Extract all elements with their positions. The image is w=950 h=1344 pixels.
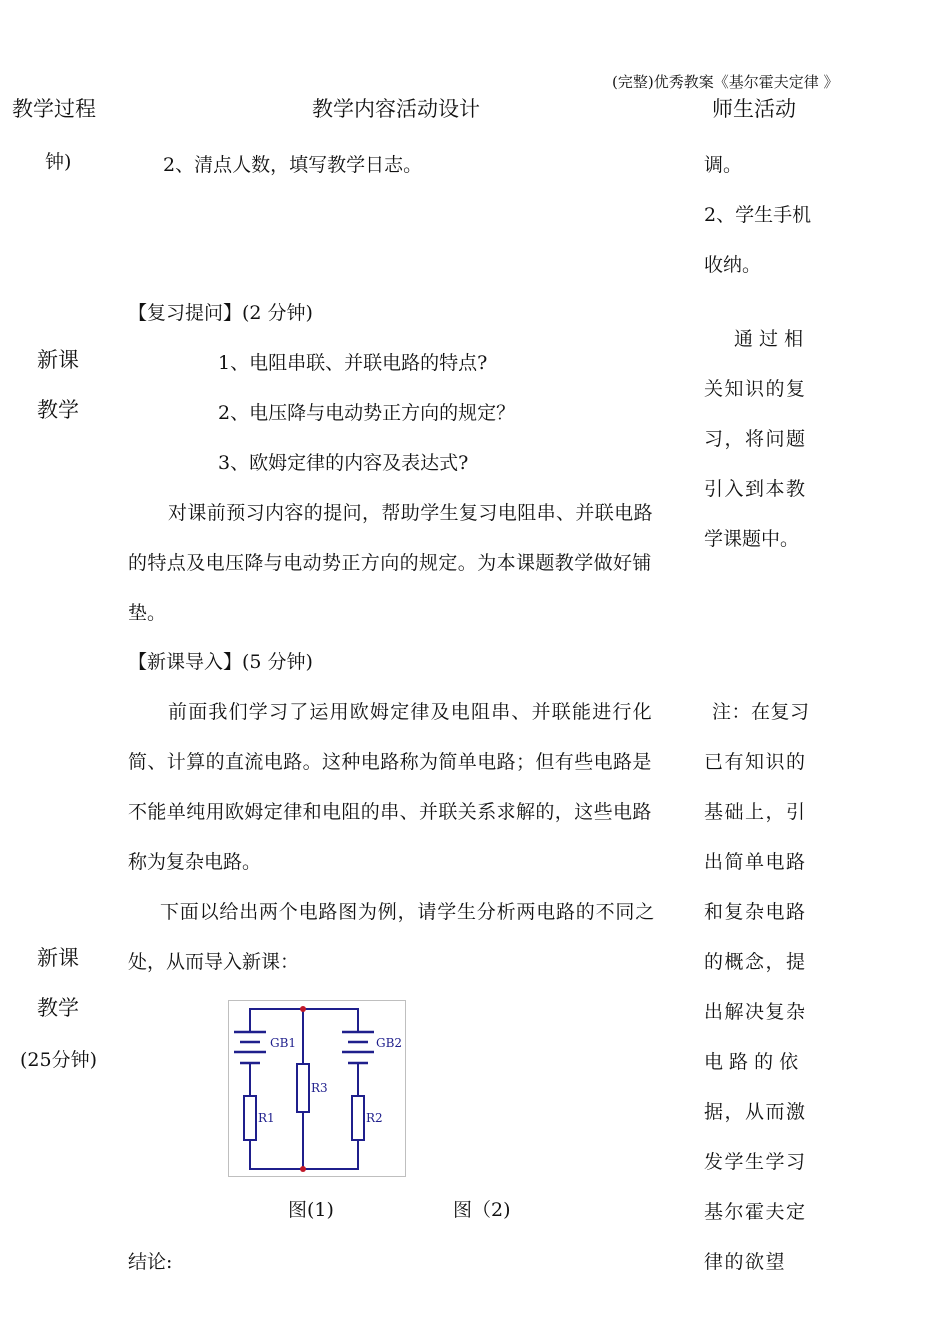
- label-r3: R3: [311, 1081, 328, 1095]
- circuit-diagram-figure-1: [228, 1000, 408, 1178]
- activity-line-11: 基础上，引: [704, 801, 807, 823]
- label-gb2: GB2: [376, 1036, 403, 1050]
- document-header: (完整)优秀教案《基尔霍夫定律 》: [612, 73, 839, 91]
- paragraph-review-line-2: 的特点及电压降与电动势正方向的规定。为本课题教学做好铺: [128, 552, 652, 574]
- conclusion-label: 结论:: [128, 1251, 173, 1273]
- node-bottom: [300, 1166, 306, 1172]
- activity-line-17: 据，从而激: [704, 1101, 807, 1123]
- phase-duration: (25分钟): [20, 1049, 98, 1071]
- review-question-1: 1、电阻串联、并联电路的特点?: [218, 352, 488, 374]
- resistor-r2: [352, 1096, 364, 1140]
- paragraph-intro-line-2: 简、计算的直流电路。这种电路称为简单电路；但有些电路是: [128, 751, 652, 773]
- activity-line-3: 收纳。: [704, 254, 762, 276]
- phase-label-new-lesson-2b: 教学: [37, 996, 79, 1020]
- column-heading-content: 教学内容活动设计: [312, 97, 480, 121]
- label-r2: R2: [366, 1111, 383, 1125]
- review-question-2: 2、电压降与电动势正方向的规定？: [218, 402, 516, 424]
- paragraph-intro-line-3: 不能单纯用欧姆定律和电阻的串、并联关系求解的，这些电路: [128, 801, 652, 823]
- node-top: [300, 1006, 306, 1012]
- activity-line-13: 和复杂电路: [704, 901, 807, 923]
- activity-line-16: 电 路 的 依: [704, 1051, 799, 1073]
- activity-line-9: 注：在复习: [712, 701, 810, 723]
- phase-label-new-lesson-1b: 教学: [37, 398, 79, 422]
- activity-line-19: 基尔霍夫定: [704, 1201, 807, 1223]
- review-question-3: 3、欧姆定律的内容及表达式?: [218, 452, 469, 474]
- activity-line-4: 通 过 相: [734, 328, 804, 350]
- figure-caption-1: 图(1): [288, 1199, 334, 1221]
- attendance-line: 2、清点人数，填写教学日志。: [163, 154, 423, 176]
- activity-line-8: 学课题中。: [704, 528, 800, 550]
- review-heading: 【复习提问】(2 分钟): [128, 302, 313, 324]
- resistor-r1: [244, 1096, 256, 1140]
- activity-line-1: 调。: [704, 154, 743, 176]
- label-gb1: GB1: [270, 1036, 297, 1050]
- activity-line-5: 关知识的复: [704, 378, 807, 400]
- resistor-r3: [297, 1064, 309, 1112]
- column-heading-activity: 师生活动: [712, 97, 796, 121]
- paragraph-example-line-1: 下面以给出两个电路图为例，请学生分析两电路的不同之: [160, 901, 656, 923]
- figure-caption-2: 图（2): [453, 1199, 511, 1221]
- paragraph-intro-line-4: 称为复杂电路。: [128, 851, 262, 873]
- activity-line-15: 出解决复杂: [704, 1001, 807, 1023]
- paragraph-example-line-2: 处，从而导入新课：: [128, 951, 300, 973]
- activity-line-12: 出简单电路: [704, 851, 807, 873]
- column-heading-process: 教学过程: [12, 97, 96, 121]
- activity-line-18: 发学生学习: [704, 1151, 807, 1173]
- activity-line-7: 引入到本教: [704, 478, 807, 500]
- paragraph-review-line-3: 垫。: [128, 602, 167, 624]
- activity-line-20: 律的欲望: [704, 1251, 787, 1273]
- phase-label-new-lesson-2a: 新课: [37, 946, 79, 970]
- activity-line-2: 2、学生手机: [704, 204, 812, 226]
- phase-label-new-lesson-1a: 新课: [37, 348, 79, 372]
- paragraph-review-line-1: 对课前预习内容的提问，帮助学生复习电阻串、并联电路: [168, 502, 654, 524]
- activity-line-14: 的概念，提: [704, 951, 807, 973]
- intro-heading: 【新课导入】(5 分钟): [128, 651, 313, 673]
- activity-line-10: 已有知识的: [704, 751, 807, 773]
- activity-line-6: 习，将问题: [704, 428, 807, 450]
- left-continuation: 钟): [45, 151, 72, 173]
- paragraph-intro-line-1: 前面我们学习了运用欧姆定律及电阻串、并联能进行化: [168, 701, 653, 723]
- label-r1: R1: [258, 1111, 275, 1125]
